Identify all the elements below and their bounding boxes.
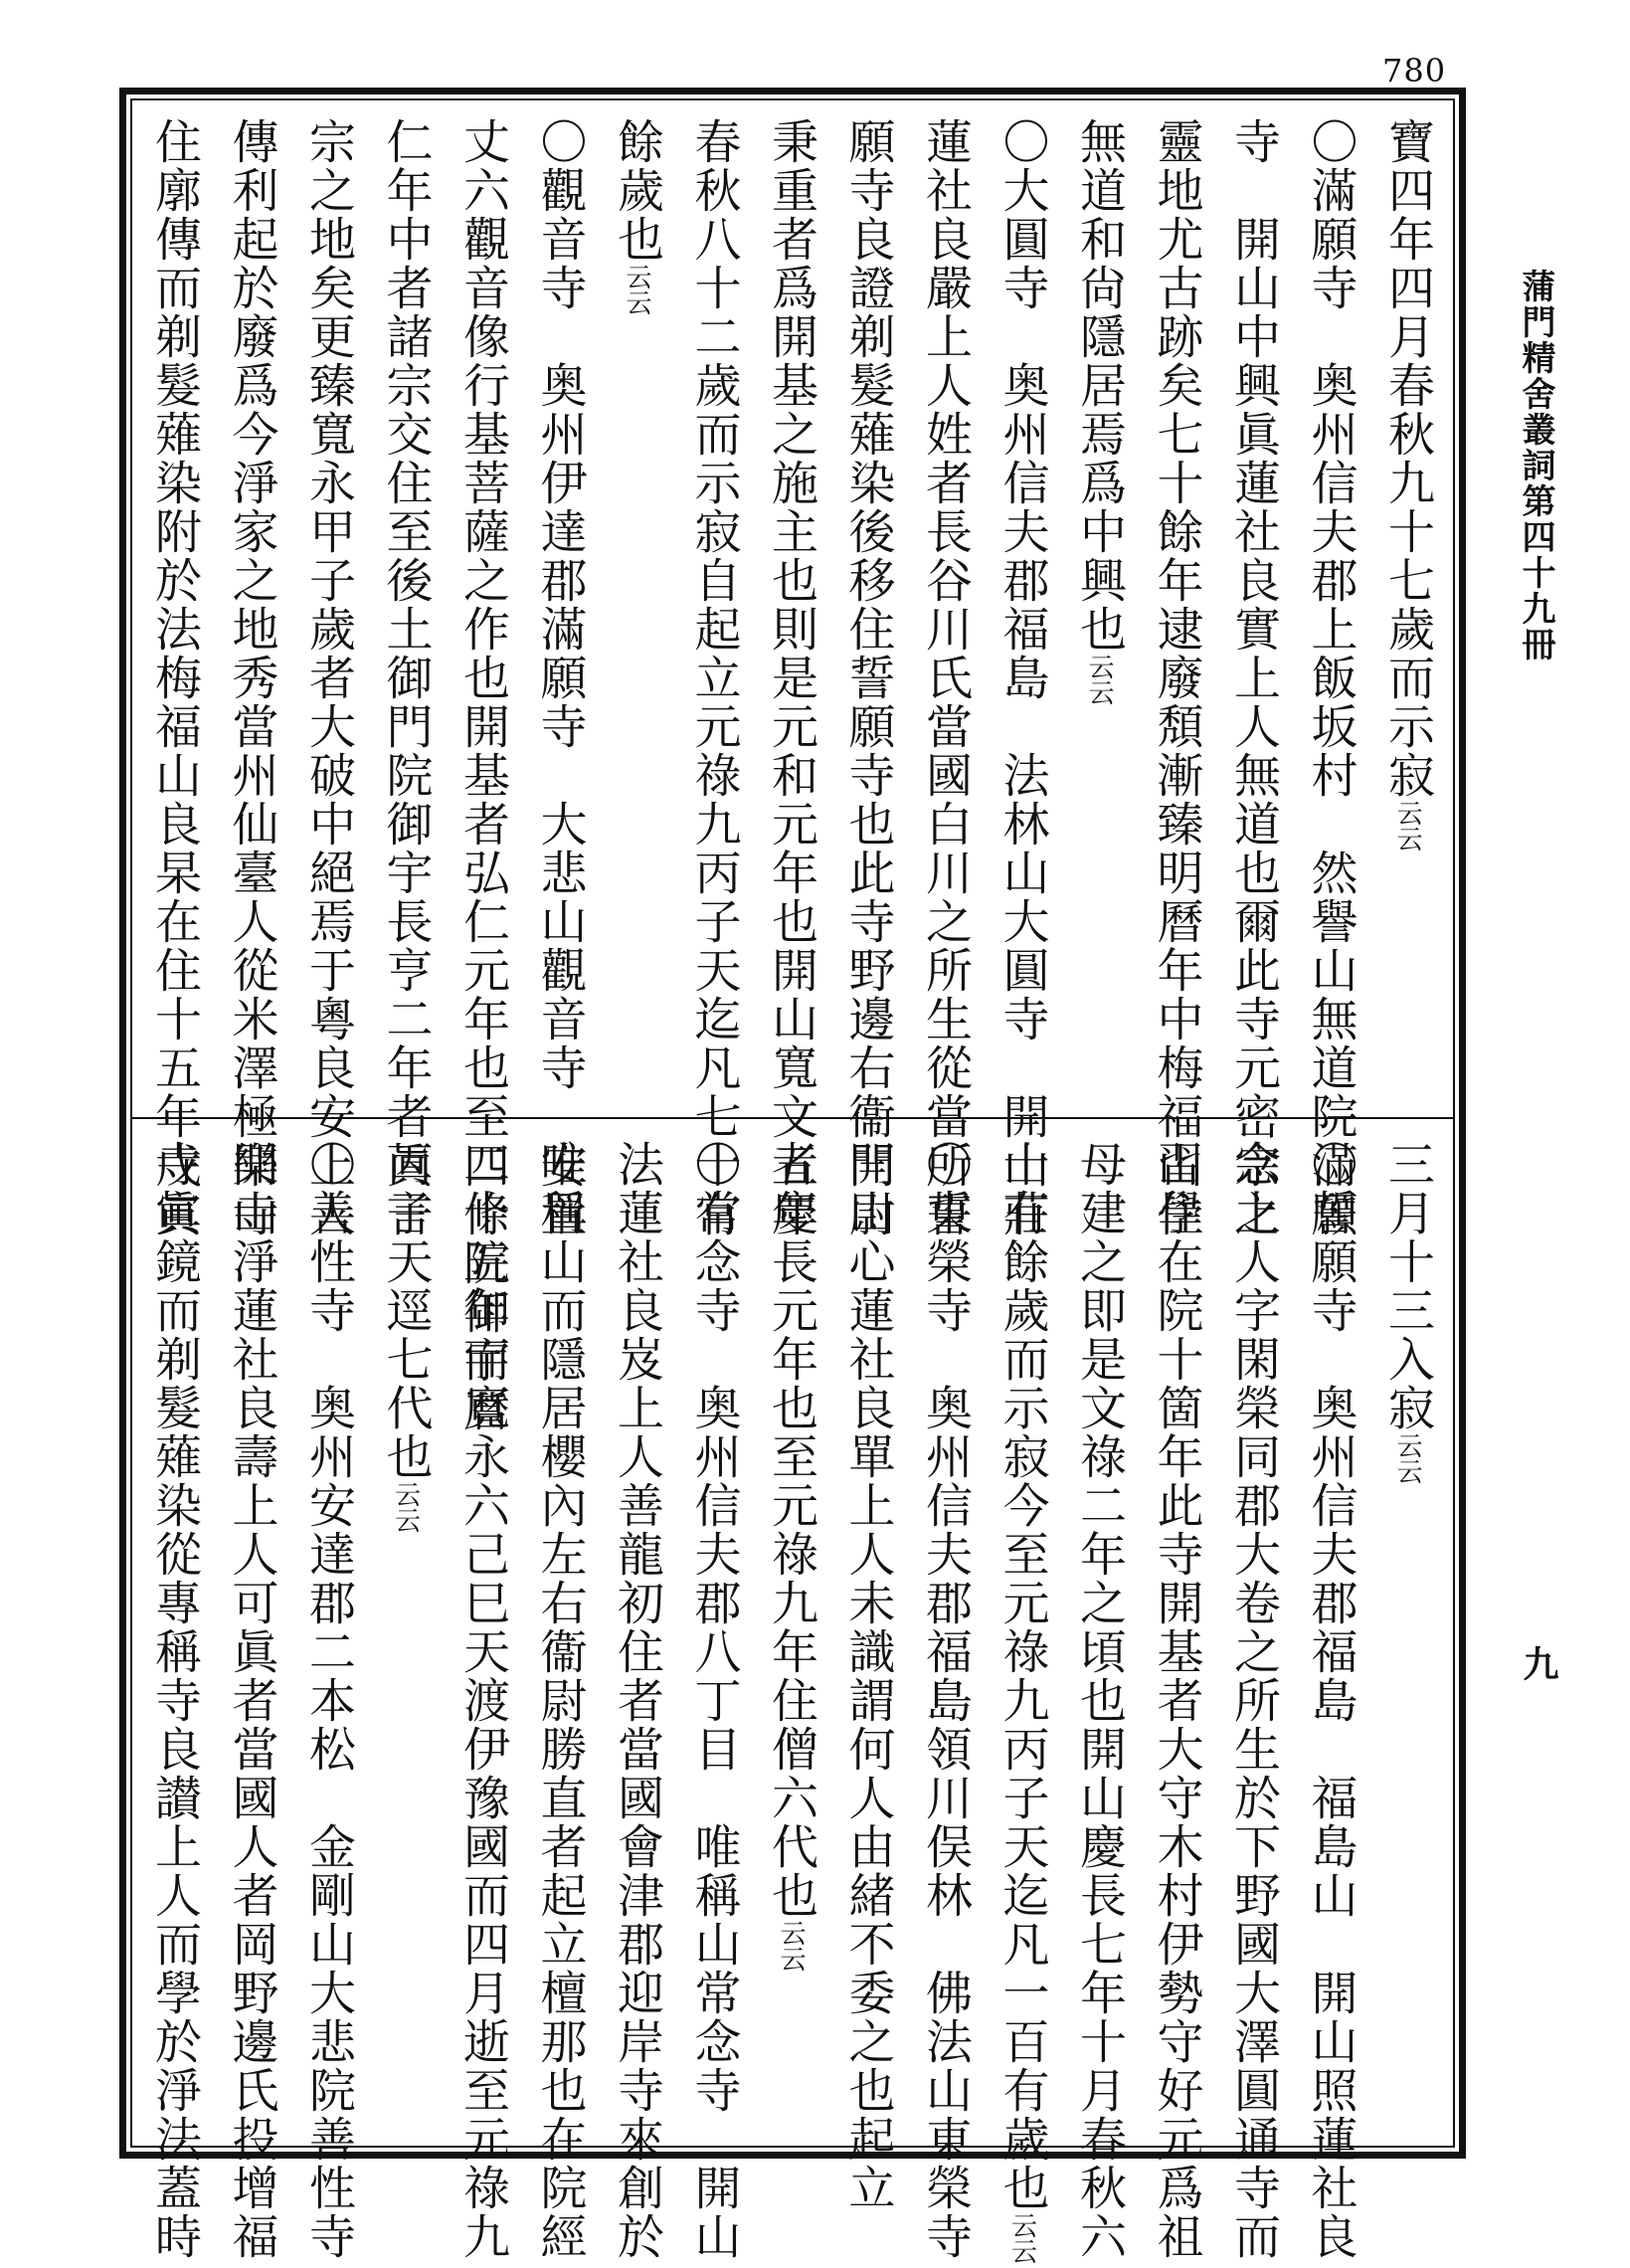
column-text: 寺眞鏡而剃髮薙染從專稱寺良讃上人而學於淨法蓋時: [147, 1140, 202, 2261]
text-column: [139, 1140, 209, 2261]
column-text: 二十五年而寬永六己巳天渡伊豫國而四月逝至元祿九: [455, 1140, 510, 2261]
column-text: 〇東榮寺 奥州信夫郡福島領川俣林 佛法山東榮寺: [918, 1140, 973, 2261]
text-column: [217, 1140, 286, 2261]
text-column: [371, 1140, 441, 2133]
column-text: 〇善性寺 奥州安達郡二本松 金剛山大悲院善性寺: [301, 1140, 356, 2261]
column-note: 云云: [1392, 1432, 1422, 1484]
text-column: [1372, 1140, 1442, 2133]
folio-number: 九: [1518, 1645, 1559, 1681]
column-note: 云云: [1392, 800, 1422, 851]
column-note: 云云: [1084, 654, 1114, 705]
text-column: [910, 1140, 980, 2261]
column-text: 春秋八十二歲而示寂自起立元祿九丙子天迄凡七十有: [686, 117, 742, 1238]
text-column: [1372, 117, 1442, 1102]
text-column: [1064, 117, 1134, 1102]
text-column: [1218, 1140, 1288, 2261]
column-text: 餘歲也: [610, 117, 664, 264]
column-text: 習學在院十箇年此寺開基者大守木村伊勢守好元爲祖: [1149, 1140, 1204, 2261]
text-column: [217, 117, 286, 1238]
column-text: 念上人字閑榮同郡大卷之所生於下野國大澤圓通寺而: [1226, 1140, 1281, 2261]
text-column: [988, 117, 1057, 1238]
column-note: 云云: [390, 1481, 421, 1533]
text-column: [448, 1140, 517, 2261]
text-column: [371, 117, 441, 1238]
column-text: 丈六觀音像行基菩薩之作也開基者弘仁元年也至四條院御宇曆: [455, 117, 510, 1433]
text-column: [293, 117, 363, 1238]
text-column: [679, 117, 749, 1238]
text-column: [525, 1140, 595, 2261]
column-text: 〇滿願寺 奥州信夫郡上飯坂村 然譽山無道院滿願: [1303, 117, 1358, 1238]
column-text: 願寺良證剃髮薙染後移住誓願寺也此寺野邊右衞門尉: [840, 117, 896, 1238]
column-text: 住廓傳而剃髮薙染附於法梅福山良杲在住十五年戊寅: [147, 117, 202, 1238]
text-column: [1296, 117, 1365, 1238]
lower-register: [139, 1140, 1442, 2264]
text-column: [910, 117, 980, 1238]
column-text: 三月十三入寂: [1380, 1140, 1435, 1432]
column-text: 寺 開山中興眞蓮社良實上人無道也爾此寺元密宗之: [1226, 117, 1281, 1238]
column-note: 云云: [622, 264, 651, 315]
text-column: [1142, 1140, 1211, 2261]
column-text: 蓮社良嚴上人姓者長谷川氏當國白川之所生從當所誓: [918, 117, 973, 1238]
column-text: 丙子天逕七代也: [378, 1140, 434, 1481]
text-column: [756, 117, 825, 1238]
text-column: [756, 1140, 825, 2133]
column-text: 〇大圓寺 奥州信夫郡福島 法林山大圓寺 開山莊: [995, 117, 1050, 1238]
column-text: 宗之地矣更臻寬永甲子歲者大破中絕焉于粵良安上人: [301, 117, 356, 1238]
text-column: [833, 117, 903, 1238]
text-column: [448, 117, 517, 1433]
column-text: 靈地尤古跡矣七十餘年逮廢頽漸臻明曆年中梅福山住: [1149, 117, 1204, 1238]
page-number: 780: [1382, 52, 1447, 90]
column-text: 開山淨蓮社良壽上人可眞者當國人者岡野邊氏投增福: [224, 1140, 279, 2261]
column-text: 者慶長元年也至元祿九年住僧六代也: [764, 1140, 818, 1920]
text-column: [679, 1140, 749, 2261]
text-column: [293, 1140, 363, 2261]
column-text: 十有餘歲而示寂今至元祿九丙子天迄凡一百有歲也: [995, 1140, 1050, 2212]
column-note: 云云: [1006, 2212, 1037, 2264]
column-text: 〇觀音寺 奥州伊達郡滿願寺 大悲山觀音寺 安置: [532, 117, 588, 1238]
column-text: 寶四年四月春秋九十七歲而示寂: [1380, 117, 1435, 800]
text-column: [602, 117, 671, 1102]
text-column: [525, 117, 595, 1238]
column-text: 〇常念寺 奥州信夫郡八丁目 唯稱山常念寺 開山: [686, 1140, 742, 2261]
column-text: 母建之即是文祿二年之頃也開山慶長七年十月春秋六: [1072, 1140, 1127, 2261]
column-text: 開山心蓮社良單上人未識謂何人由緒不委之也起立: [840, 1140, 896, 2212]
column-text: 唯稱山而隱居櫻內左右衞尉勝直者起立檀那也在院經: [532, 1140, 588, 2261]
text-column: [1064, 1140, 1134, 2261]
column-text: 仁年中者諸宗交住至後土御門院御宇長亨二年者眞言: [378, 117, 434, 1238]
text-column: [1142, 117, 1211, 1238]
column-note: 云云: [776, 1920, 806, 1972]
column-text: 傳利起於廢爲今淨家之地秀當州仙臺人從米澤極樂寺: [224, 117, 279, 1238]
text-column: [988, 1140, 1057, 2264]
running-head: 蒲門精舍叢詞第四十九冊: [1516, 269, 1555, 662]
column-text: 〇誓願寺 奥州信夫郡福島 福島山 開山照蓮社良: [1303, 1140, 1358, 2261]
column-text: 秉重者爲開基之施主也則是元和元年也開山寬文五年: [764, 117, 818, 1238]
text-column: [1296, 1140, 1365, 2261]
text-column: [139, 117, 209, 1238]
column-text: 無道和尙隱居焉爲中興也: [1072, 117, 1127, 654]
text-column: [1218, 117, 1288, 1238]
text-column: [833, 1140, 903, 2212]
column-text: 法蓮社良岌上人善龍初住者當國會津郡迎岸寺來創於: [610, 1140, 664, 2261]
text-column: [602, 1140, 671, 2261]
